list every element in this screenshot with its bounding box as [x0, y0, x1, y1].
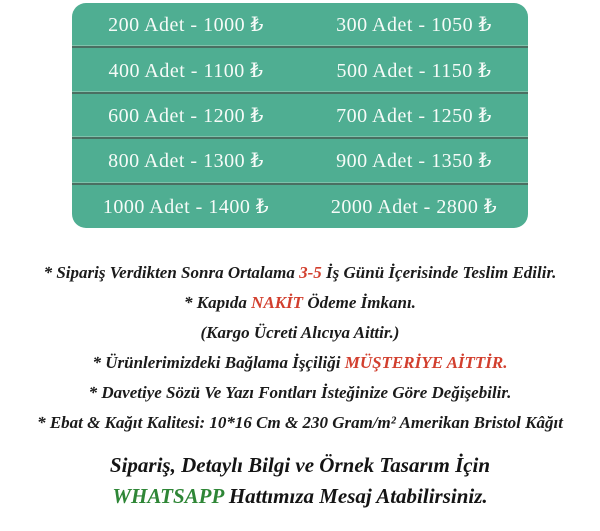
price-cell: 600 Adet - 1200 ₺ [108, 105, 264, 128]
price-cell: 2000 Adet - 2800 ₺ [330, 195, 498, 218]
price-table-row [72, 137, 528, 182]
note-text: * Davetiye Sözü Ve Yazı Fontları İsteğinize Göre Değişebilir. [88, 383, 512, 402]
footer-section [0, 450, 600, 512]
note-text: (Kargo Ücreti Alıcıya Aittir.) [200, 323, 400, 342]
whatsapp-highlight: WHATSAPP [112, 484, 224, 508]
note-text: * Kapıda [184, 293, 252, 312]
note-text: * Sipariş Verdikten Sonra Ortalama [43, 263, 300, 282]
footer-text: Hattımıza Mesaj Atabilirsiniz. [223, 484, 488, 508]
note-highlight: 3-5 [299, 263, 322, 282]
price-cell: 300 Adet - 1050 ₺ [336, 14, 492, 37]
note-shipping-fee [0, 318, 600, 348]
note-text: Ödeme İmkanı. [303, 293, 416, 312]
note-delivery-time [0, 258, 600, 288]
note-fonts-changeable [0, 378, 600, 408]
price-cell: 1000 Adet - 1400 ₺ [102, 195, 270, 218]
price-cell: 700 Adet - 1250 ₺ [336, 105, 492, 128]
price-table [72, 3, 528, 228]
note-cash-payment [0, 288, 600, 318]
notes-section [0, 258, 600, 438]
note-text: * Ebat & Kağıt Kalitesi: 10*16 Cm & 230 Gram/m² Amerikan Bristol Kâğıt [37, 413, 563, 432]
price-table-row [72, 183, 528, 228]
note-highlight: MÜŞTERİYE AİTTİR. [344, 353, 508, 372]
price-cell: 200 Adet - 1000 ₺ [108, 14, 264, 37]
note-assembly [0, 348, 600, 378]
note-paper-quality [0, 408, 600, 438]
note-text: * Ürünlerimizdeki Bağlama İşçiliği [92, 353, 345, 372]
note-text: İş Günü İçerisinde Teslim Edilir. [321, 263, 557, 282]
price-table-row [72, 46, 528, 91]
price-cell: 900 Adet - 1350 ₺ [336, 150, 492, 173]
footer-contact-intro: Sipariş, Detaylı Bilgi ve Örnek Tasarım İçin [109, 453, 491, 477]
price-table-row [72, 92, 528, 137]
price-cell: 500 Adet - 1150 ₺ [336, 59, 492, 82]
price-table-row [72, 3, 528, 46]
note-highlight: NAKİT [251, 293, 304, 312]
price-cell: 400 Adet - 1100 ₺ [108, 59, 264, 82]
footer-whatsapp-line [0, 481, 600, 512]
price-cell: 800 Adet - 1300 ₺ [108, 150, 264, 173]
